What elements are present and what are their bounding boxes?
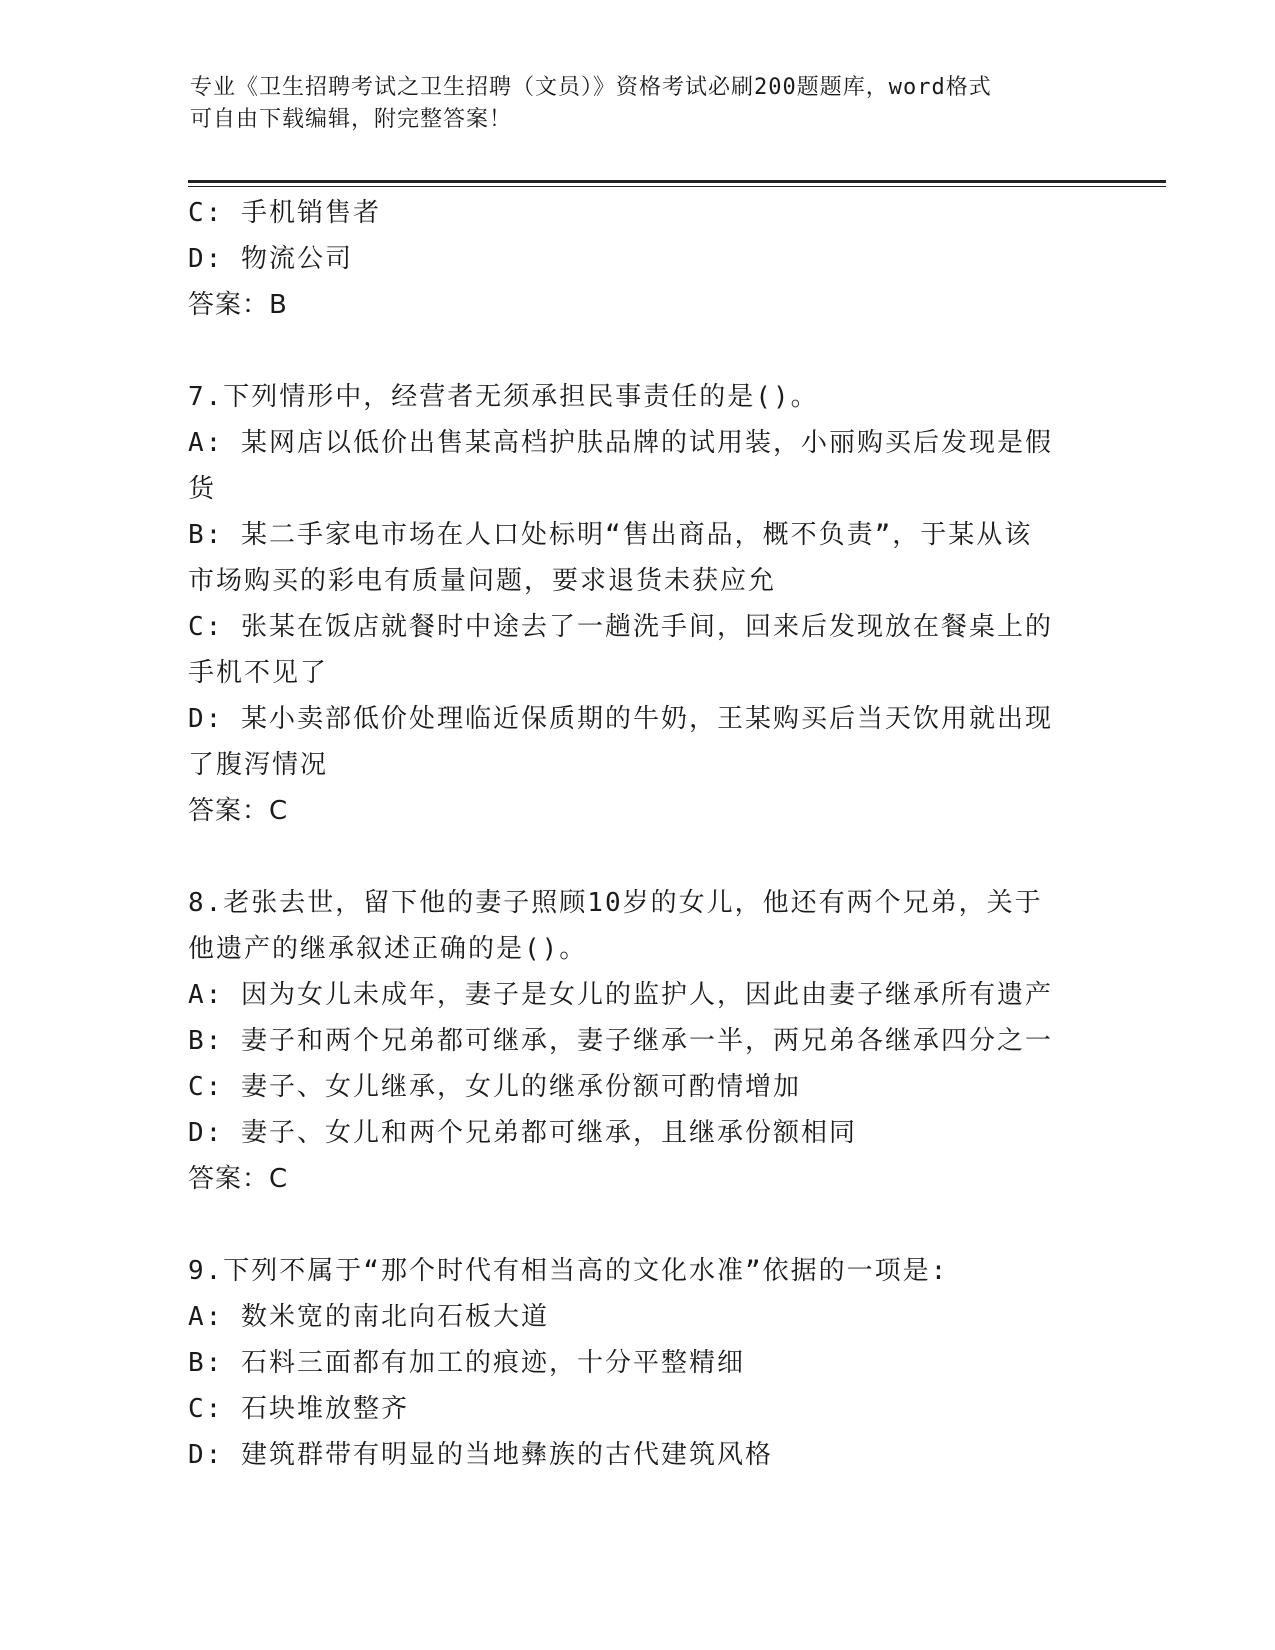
q6-option-d: D: 物流公司 (188, 244, 353, 274)
q8-option-d: D: 妻子、女儿和两个兄弟都可继承，且继承份额相同 (188, 1118, 857, 1148)
q7-option-b-line-2: 市场购买的彩电有质量问题，要求退货未获应允 (188, 566, 777, 596)
question-6-continued (188, 190, 1088, 328)
q7-stem: 7.下列情形中，经营者无须承担民事责任的是()。 (188, 382, 819, 412)
q9-option-c: C: 石块堆放整齐 (188, 1394, 409, 1424)
question-9 (188, 1248, 1088, 1478)
q6-option-c: C: 手机销售者 (188, 198, 381, 228)
q7-option-c-line-2: 手机不见了 (188, 658, 329, 688)
q7-option-a-line-1: A: 某网店以低价出售某高档护肤品牌的试用装，小丽购买后发现是假 (188, 428, 1053, 458)
header-line-2: 可自由下载编辑，附完整答案！ (190, 107, 513, 132)
q7-option-d-line-2: 了腹泻情况 (188, 750, 329, 780)
document-header (190, 72, 1090, 136)
q7-option-d-line-1: D: 某小卖部低价处理临近保质期的牛奶，王某购买后当天饮用就出现 (188, 704, 1053, 734)
q8-option-b: B: 妻子和两个兄弟都可继承，妻子继承一半，两兄弟各继承四分之一 (188, 1026, 1053, 1056)
question-8 (188, 880, 1088, 1202)
q9-option-d: D: 建筑群带有明显的当地彝族的古代建筑风格 (188, 1440, 773, 1470)
q8-stem-line-1: 8.老张去世，留下他的妻子照顾10岁的女儿，他还有两个兄弟，关于 (188, 888, 1043, 918)
q8-stem-line-2: 他遗产的继承叙述正确的是()。 (188, 934, 588, 964)
q7-option-b-line-1: B: 某二手家电市场在人口处标明“售出商品，概不负责”，于某从该 (188, 520, 1033, 550)
q7-option-c-line-1: C: 张某在饭店就餐时中途去了一趟洗手间，回来后发现放在餐桌上的 (188, 612, 1053, 642)
header-divider-thin (188, 186, 1166, 187)
question-7 (188, 374, 1088, 834)
question-content (188, 190, 1088, 1478)
q7-option-a-line-2: 货 (188, 474, 217, 504)
q9-stem: 9.下列不属于“那个时代有相当高的文化水准”依据的一项是: (188, 1256, 949, 1286)
q8-option-c: C: 妻子、女儿继承，女儿的继承份额可酌情增加 (188, 1072, 801, 1102)
q6-answer: 答案：B (188, 290, 288, 320)
q7-answer: 答案：C (188, 796, 289, 826)
header-divider-thick (188, 180, 1166, 183)
header-line-1: 专业《卫生招聘考试之卫生招聘（文员）》资格考试必刷200题题库，word格式 (190, 75, 992, 100)
q9-option-b: B: 石料三面都有加工的痕迹，十分平整精细 (188, 1348, 745, 1378)
q8-answer: 答案：C (188, 1164, 289, 1194)
q9-option-a: A: 数米宽的南北向石板大道 (188, 1302, 549, 1332)
q8-option-a: A: 因为女儿未成年，妻子是女儿的监护人，因此由妻子继承所有遗产 (188, 980, 1053, 1010)
